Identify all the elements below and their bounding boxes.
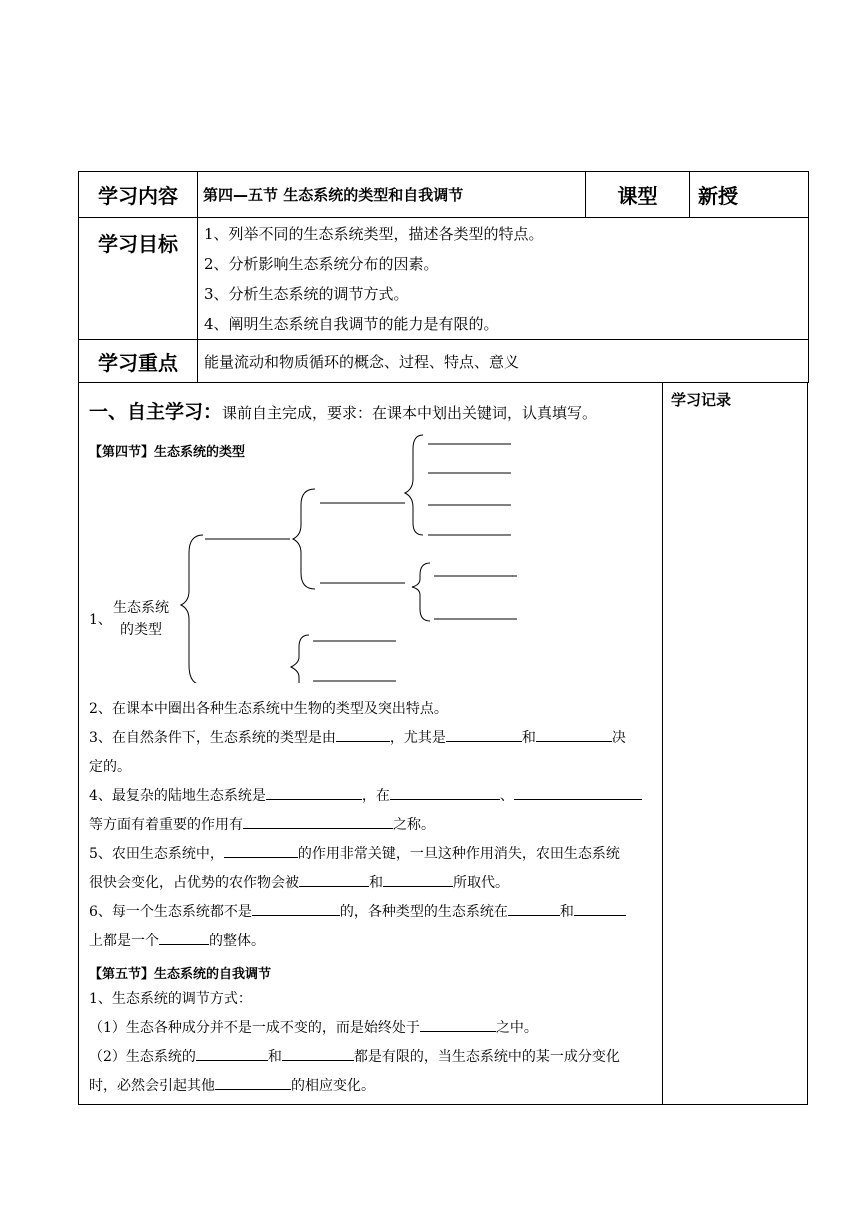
q4-text: 4、最复杂的陆地生态系统是 (89, 788, 266, 804)
answer-blank[interactable] (243, 813, 393, 829)
column-divider (662, 383, 663, 1104)
s5-text: 的相应变化。 (291, 1078, 375, 1094)
s5-text: （2）生态系统的 (89, 1049, 196, 1065)
q4-text: 之称。 (393, 817, 435, 833)
section5-title: 【第五节】生态系统的自我调节 (89, 967, 272, 982)
s5-question-1-2 (89, 1043, 659, 1101)
focus-value: 能量流动和物质循环的概念、过程、特点、意义 (198, 340, 809, 383)
answer-blank[interactable] (282, 1045, 354, 1061)
s5-text: （1）生态各种成分并不是一成不变的，而是始终处于 (89, 1020, 420, 1036)
q3-text: 决 (611, 730, 626, 746)
answer-blank[interactable] (420, 1016, 496, 1032)
heading-text: 一、自主学习： (89, 401, 223, 423)
q5-text: 很快会变化，占优势的农作物会被 (89, 875, 299, 891)
type-label: 课型 (586, 172, 690, 218)
q4-text: 等方面有着重要的作用有 (89, 817, 243, 833)
instruction-text: 课前自主完成，要求：在课本中划出关键词，认真填写。 (222, 404, 598, 422)
answer-blank[interactable] (574, 900, 626, 916)
upper-brace (293, 489, 315, 589)
q4-text: 、 (499, 788, 514, 804)
answer-blank[interactable] (536, 726, 612, 742)
study-body (78, 383, 808, 1105)
ecosystem-type-tree[interactable] (87, 423, 547, 683)
q5-text: 5、农田生态系统中， (89, 846, 224, 862)
type-value: 新授 (690, 172, 809, 218)
tree-number: 1、 (89, 612, 112, 628)
q3-text: 和 (521, 730, 536, 746)
section4-title: 【第四节】生态系统的类型 (89, 445, 246, 460)
q5-text: 和 (369, 875, 383, 891)
goals-label: 学习目标 (79, 218, 198, 340)
goal-item: 1、列举不同的生态系统类型，描述各类型的特点。 (204, 224, 544, 243)
s5-text: 之中。 (495, 1020, 538, 1036)
q6-text: 和 (559, 904, 574, 920)
q3-text: 定的。 (89, 759, 131, 775)
root-brace (181, 535, 203, 683)
answer-blank[interactable] (336, 726, 390, 742)
tree-root-line: 的类型 (120, 622, 162, 638)
content-value: 第四—五节 生态系统的类型和自我调节 (198, 172, 586, 218)
header-table (78, 171, 809, 383)
q6-text: 的，各种类型的生态系统在 (339, 904, 508, 920)
goal-item: 2、分析影响生态系统分布的因素。 (204, 254, 439, 273)
question-6 (89, 898, 659, 956)
q5-text: 的作用非常关键，一旦这种作用消失，农田生态系统 (297, 846, 620, 862)
tree-root-line: 生态系统 (113, 600, 169, 616)
q5-text: 所取代。 (453, 875, 509, 891)
s5-question-1: 1、生态系统的调节方式： (89, 991, 252, 1007)
answer-blank[interactable] (224, 842, 298, 858)
lower-brace (291, 635, 309, 683)
worksheet (78, 171, 808, 1105)
tree-root-label (111, 597, 171, 641)
goal-item: 3、分析生态系统的调节方式。 (204, 284, 409, 303)
question-3 (89, 724, 659, 782)
answer-blank[interactable] (383, 871, 453, 887)
answer-blank[interactable] (299, 871, 369, 887)
top-group-brace (405, 435, 423, 535)
answer-blank[interactable] (390, 784, 500, 800)
answer-blank[interactable] (514, 784, 642, 800)
record-label: 学习记录 (671, 391, 732, 409)
content-label: 学习内容 (79, 172, 198, 218)
s5-text: 都是有限的，当生态系统中的某一成分变化 (353, 1049, 620, 1065)
answer-blank[interactable] (159, 929, 209, 945)
answer-blank[interactable] (215, 1074, 291, 1090)
s5-text: 时，必然会引起其他 (89, 1078, 215, 1094)
answer-blank[interactable] (266, 784, 362, 800)
goal-item: 4、阐明生态系统自我调节的能力是有限的。 (204, 314, 499, 333)
q6-text: 的整体。 (209, 933, 265, 949)
answer-blank[interactable] (508, 900, 560, 916)
goals-list (198, 218, 809, 340)
self-study-heading (89, 397, 597, 424)
answer-blank[interactable] (252, 900, 340, 916)
s5-question-1-1 (89, 1014, 659, 1043)
q3-text: ，尤其是 (389, 730, 446, 746)
s5-text: 和 (267, 1049, 282, 1065)
focus-label: 学习重点 (79, 340, 198, 383)
q3-text: 3、在自然条件下，生态系统的类型是由 (89, 730, 336, 746)
answer-blank[interactable] (446, 726, 522, 742)
answer-blank[interactable] (196, 1045, 268, 1061)
mid-group-brace (412, 563, 430, 621)
q6-text: 上都是一个 (89, 933, 159, 949)
q4-text: ，在 (361, 788, 390, 804)
question-5 (89, 840, 659, 898)
question-4 (89, 782, 659, 840)
q6-text: 6、每一个生态系统都不是 (89, 904, 252, 920)
question-2: 2、在课本中圈出各种生态系统中生物的类型及突出特点。 (89, 701, 448, 717)
